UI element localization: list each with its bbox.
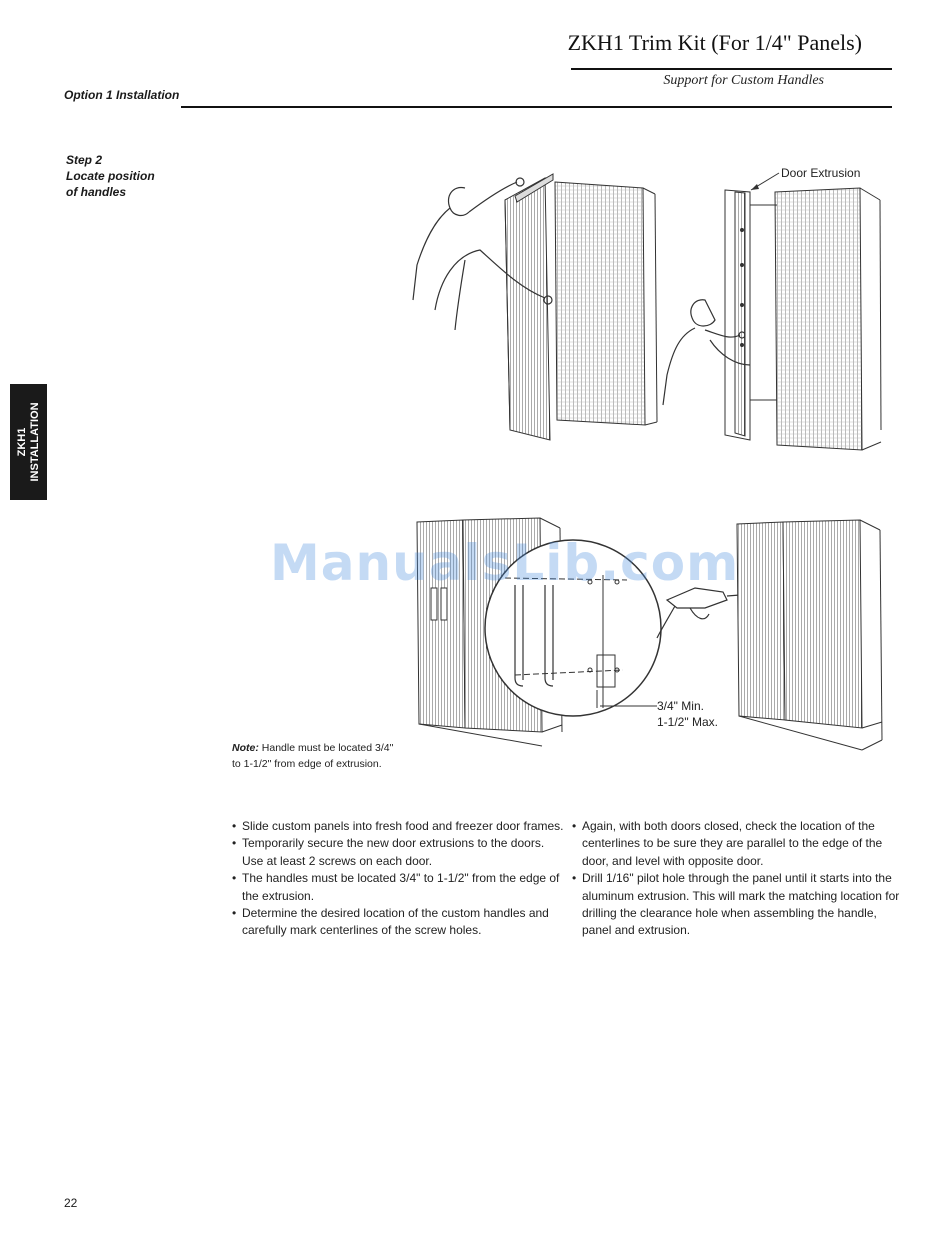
right-refrigerator [725, 188, 881, 450]
min-distance-label: 3/4" Min. [657, 699, 704, 713]
watermark: ManualsLib.com [270, 534, 740, 592]
instruction-item: • Determine the desired location of the custom handles and carefully mark centerlines of the screw holes. [232, 905, 568, 940]
left-refrigerator [505, 174, 657, 440]
note-block [232, 740, 397, 772]
door-extrusion-label: Door Extrusion [781, 166, 861, 180]
section-heading: Option 1 Installation [64, 88, 180, 102]
instruction-item: • The handles must be located 3/4" to 1-1/2" from the edge of the extrusion. [232, 870, 568, 905]
note-label: Note: [232, 742, 259, 754]
max-distance-label: 1-1/2" Max. [657, 715, 718, 729]
panel-installation-illustration [405, 160, 895, 460]
section-side-tab [10, 384, 47, 500]
page-title: ZKH1 Trim Kit (For 1/4" Panels) [567, 30, 862, 55]
instructions-right-column [572, 818, 904, 940]
step-title-line1: Locate position [66, 169, 155, 183]
instruction-item: • Again, with both doors closed, check the location of the centerlines to be sure they are parallel to the edge of the door, and level with opposite door. [572, 818, 904, 870]
instructions-left-column [232, 818, 568, 940]
instruction-item: • Temporarily secure the new door extrusions to the doors. Use at least 2 screws on each door. [232, 835, 568, 870]
title-rule [571, 68, 892, 70]
header-rule [181, 106, 892, 108]
drill-tool [657, 588, 750, 638]
instruction-item: • Drill 1/16" pilot hole through the panel until it starts into the aluminum extrusion. This will mark the matching location for drilling the clearance hole when assembling the handle, panel and extrusion. [572, 870, 904, 940]
step-heading [66, 152, 186, 200]
page-subtitle: Support for Custom Handles [663, 73, 824, 88]
instruction-item: • Slide custom panels into fresh food and freezer door frames. [232, 818, 568, 835]
side-tab-line2: INSTALLATION [28, 402, 41, 482]
right-refrigerator-closed [737, 520, 882, 750]
step-number: Step 2 [66, 153, 103, 167]
step-title-line2: of handles [66, 185, 127, 199]
note-text: Handle must be located 3/4" to 1-1/2" from edge of extrusion. [232, 742, 394, 770]
page-number: 22 [64, 1196, 78, 1210]
side-tab-line1: ZKH1 [15, 427, 28, 457]
